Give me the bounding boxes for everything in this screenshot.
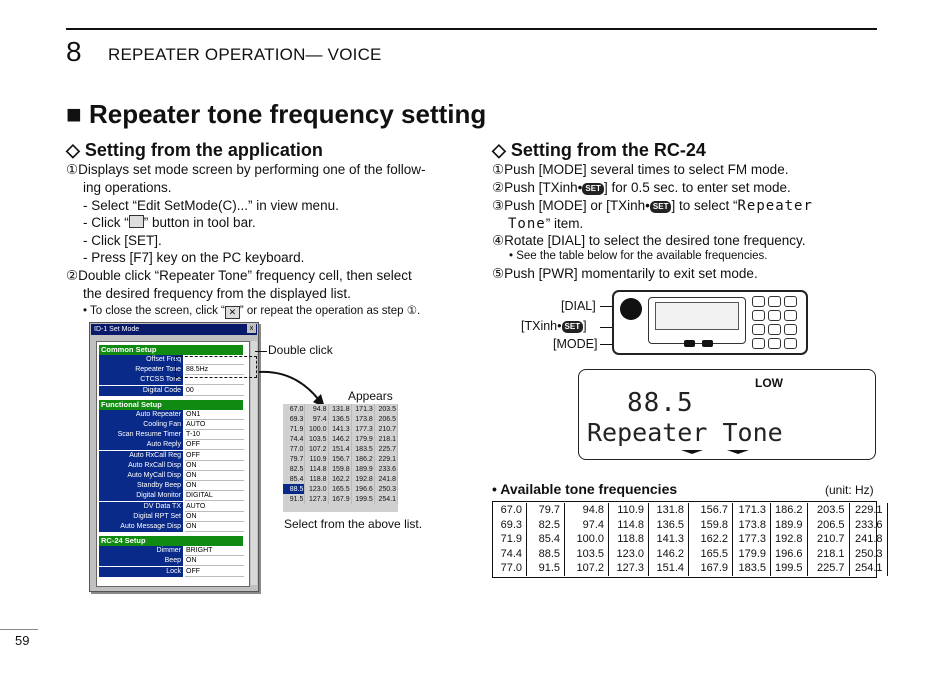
tone-cell: 186.2 — [771, 503, 808, 518]
popup-frequency-cell[interactable]: 94.8 — [305, 404, 328, 414]
dialog-setting-row[interactable] — [99, 502, 243, 512]
setting-value[interactable]: AUTO — [185, 502, 244, 512]
label-mode: [MODE] — [553, 337, 598, 351]
step2-line2: the desired frequency from the displayed list. — [83, 286, 351, 301]
right-step3-cont — [508, 215, 583, 234]
step3-pre: Push [MODE] or [TXinh• — [504, 198, 650, 213]
tone-row — [493, 547, 888, 562]
setting-label: Auto RxCall Reg — [99, 451, 183, 461]
popup-frequency-cell[interactable]: 151.4 — [328, 444, 351, 454]
tone-cell: 94.8 — [565, 503, 609, 518]
setting-value[interactable]: BRIGHT — [185, 546, 244, 556]
popup-frequency-cell[interactable]: 225.7 — [374, 444, 397, 454]
popup-row — [283, 454, 398, 464]
tone-cell: 74.4 — [493, 547, 527, 562]
lcd-display — [578, 369, 876, 460]
setting-label: Scan Resume Timer — [99, 430, 183, 440]
setting-value[interactable]: ON — [185, 522, 244, 532]
dialog-setting-row[interactable] — [99, 430, 243, 440]
tone-cell: 199.5 — [771, 561, 808, 576]
setting-label: Lock — [99, 567, 183, 577]
dialog-title: ID-1 Set Mode — [91, 324, 257, 335]
dialog-setting-row[interactable] — [99, 410, 243, 420]
step-number: ⑤ — [492, 266, 505, 281]
popup-frequency-cell[interactable]: 69.3 — [283, 414, 305, 424]
dialog-setting-row[interactable] — [99, 461, 243, 471]
tone-cell: 192.8 — [771, 532, 808, 547]
bullet-click-toolbar — [83, 214, 256, 232]
setting-label: Auto RxCall Disp — [99, 461, 183, 471]
setting-label: CTCSS Tone — [99, 375, 183, 385]
tone-cell: 177.3 — [733, 532, 771, 547]
tone-cell: 250.3 — [849, 547, 887, 562]
tone-cell: 131.8 — [649, 503, 689, 518]
lcd-text-tone: Tone — [508, 216, 546, 232]
popup-row — [283, 494, 398, 504]
popup-frequency-cell[interactable]: 203.5 — [374, 404, 397, 414]
setmode-toolbar-icon — [129, 215, 144, 228]
setting-value[interactable]: OFF — [185, 451, 244, 461]
lcd-item-name: Repeater Tone — [587, 418, 783, 447]
setting-value[interactable]: OFF — [185, 440, 244, 450]
chapter-number: 8 — [66, 36, 82, 67]
popup-frequency-cell[interactable]: 123.0 — [305, 484, 328, 494]
step-number: ① — [492, 162, 505, 177]
tone-cell: 103.5 — [565, 547, 609, 562]
popup-frequency-cell[interactable]: 199.5 — [351, 494, 374, 504]
setting-label: Cooling Fan — [99, 420, 183, 430]
tone-table-unit: (unit: Hz) — [825, 483, 874, 497]
left-heading-text: Setting from the application — [84, 140, 323, 160]
bullet-b-post: ” button in tool bar. — [143, 215, 256, 230]
setting-label: Dimmer — [99, 546, 183, 556]
tone-cell: 82.5 — [527, 518, 565, 533]
popup-row — [283, 414, 398, 424]
tone-row — [493, 532, 888, 547]
popup-frequency-cell[interactable]: 91.5 — [283, 494, 305, 504]
rc24-controller — [612, 290, 808, 355]
step3-end: ” item. — [545, 216, 584, 231]
highlight-box — [175, 356, 257, 378]
section-title-text: Repeater tone frequency setting — [88, 99, 487, 129]
popup-frequency-cell[interactable]: 77.0 — [283, 444, 305, 454]
tone-table — [492, 503, 888, 576]
popup-frequency-cell[interactable]: 162.2 — [328, 474, 351, 484]
top-rule — [66, 28, 877, 30]
dialog-setting-row[interactable] — [99, 386, 243, 396]
lcd-text-repeater: Repeater — [737, 198, 813, 214]
lcd-low-indicator: LOW — [755, 376, 783, 390]
popup-frequency-cell[interactable]: 74.4 — [283, 434, 305, 444]
tone-cell: 146.2 — [649, 547, 689, 562]
popup-frequency-cell[interactable]: 156.7 — [328, 454, 351, 464]
popup-row — [283, 404, 398, 414]
txinh-pre: [TXinh• — [521, 319, 562, 333]
close-note — [83, 303, 420, 319]
tone-cell: 88.5 — [527, 547, 565, 562]
dialog-setting-row[interactable] — [99, 522, 243, 532]
callout-line — [255, 351, 267, 352]
bullet-b-pre: - Click “ — [83, 215, 129, 230]
step-number: ① — [66, 162, 79, 177]
tone-cell: 67.0 — [493, 503, 527, 518]
popup-frequency-cell[interactable]: 85.4 — [283, 474, 305, 484]
popup-frequency-cell[interactable]: 210.7 — [374, 424, 397, 434]
tone-row — [493, 561, 888, 576]
tone-row — [493, 503, 888, 518]
popup-frequency-cell[interactable]: 146.2 — [328, 434, 351, 444]
tone-cell: 171.3 — [733, 503, 771, 518]
right-heading-text: Setting from the RC-24 — [510, 140, 706, 160]
footer-rule — [0, 629, 38, 630]
popup-frequency-cell[interactable]: 79.7 — [283, 454, 305, 464]
popup-frequency-cell[interactable]: 107.2 — [305, 444, 328, 454]
setting-value[interactable]: T-10 — [185, 430, 244, 440]
popup-row — [283, 444, 398, 454]
popup-frequency-cell[interactable]: 189.9 — [351, 464, 374, 474]
dialog-setting-row[interactable] — [99, 512, 243, 522]
tone-cell: 127.3 — [609, 561, 649, 576]
step1-line1: Displays set mode screen by performing one of the follow- — [78, 162, 426, 177]
right-heading — [492, 140, 706, 161]
dialog-setting-row[interactable] — [99, 567, 243, 577]
lcd-frequency: 88.5 — [627, 388, 694, 418]
tone-cell: 123.0 — [609, 547, 649, 562]
tone-cell: 229.1 — [849, 503, 887, 518]
step2-post: ] for 0.5 sec. to enter set mode. — [603, 180, 791, 195]
tone-cell: 159.8 — [689, 518, 733, 533]
tone-cell: 241.8 — [849, 532, 887, 547]
tone-cell: 173.8 — [733, 518, 771, 533]
set-key-icon: SET — [650, 201, 672, 213]
popup-frequency-cell[interactable]: 179.9 — [351, 434, 374, 444]
tone-cell: 196.6 — [771, 547, 808, 562]
tone-cell: 71.9 — [493, 532, 527, 547]
popup-row — [283, 424, 398, 434]
callout-select: Select from the above list. — [284, 517, 423, 531]
popup-frequency-cell[interactable]: 229.1 — [374, 454, 397, 464]
popup-frequency-cell[interactable]: 206.5 — [374, 414, 397, 424]
setting-value[interactable]: AUTO — [185, 420, 244, 430]
txinh-key — [702, 340, 713, 347]
popup-frequency-cell[interactable]: 127.3 — [305, 494, 328, 504]
diamond-icon: ◇ — [492, 140, 506, 160]
dialog-setting-row[interactable] — [99, 451, 243, 461]
tone-cell: 69.3 — [493, 518, 527, 533]
tone-cell: 210.7 — [807, 532, 849, 547]
step-number: ② — [66, 268, 79, 283]
callout-double-click: Double click — [268, 343, 333, 357]
setting-label: Digital Code — [99, 386, 183, 396]
dialog-setting-row[interactable] — [99, 481, 243, 491]
tone-cell: 151.4 — [649, 561, 689, 576]
setting-value[interactable]: ON — [185, 461, 244, 471]
diamond-icon: ◇ — [66, 140, 80, 160]
popup-frequency-cell[interactable]: 167.9 — [328, 494, 351, 504]
setting-label: Auto MyCall Disp — [99, 471, 183, 481]
label-txinh — [521, 318, 587, 336]
step3-post: ] to select “ — [671, 198, 738, 213]
txinh-post: ] — [583, 319, 587, 333]
tone-cell: 167.9 — [689, 561, 733, 576]
setting-value[interactable]: ON — [185, 556, 244, 566]
popup-frequency-cell[interactable]: 97.4 — [305, 414, 328, 424]
tone-cell: 203.5 — [807, 503, 849, 518]
popup-frequency-cell[interactable]: 186.2 — [351, 454, 374, 464]
close-x-icon: ✕ — [225, 306, 240, 319]
left-step1 — [66, 161, 426, 179]
tone-cell: 77.0 — [493, 561, 527, 576]
popup-frequency-cell[interactable]: 82.5 — [283, 464, 305, 474]
callout-appears: Appears — [348, 389, 393, 403]
tone-cell: 162.2 — [689, 532, 733, 547]
popup-frequency-cell[interactable]: 159.8 — [328, 464, 351, 474]
mode-key — [684, 340, 695, 347]
popup-frequency-cell[interactable]: 131.8 — [328, 404, 351, 414]
bullet-edit-setmode: - Select “Edit SetMode(C)...” in view menu. — [83, 198, 339, 213]
left-heading — [66, 140, 323, 161]
dialog-setting-row[interactable] — [99, 556, 243, 566]
dialog-setting-row[interactable] — [99, 491, 243, 501]
keypad — [752, 296, 798, 346]
dialog-setting-row[interactable] — [99, 546, 243, 556]
setting-value[interactable]: 00 — [185, 386, 244, 396]
popup-frequency-cell[interactable]: 118.8 — [305, 474, 328, 484]
popup-frequency-cell[interactable]: 114.8 — [305, 464, 328, 474]
tone-table-title: • Available tone frequencies — [492, 481, 678, 497]
dialog-setting-row[interactable] — [99, 420, 243, 430]
bullet-press-f7: - Press [F7] key on the PC keyboard. — [83, 250, 305, 265]
popup-frequency-cell[interactable]: 196.6 — [351, 484, 374, 494]
left-step2 — [66, 267, 412, 285]
tone-cell: 189.9 — [771, 518, 808, 533]
popup-row — [283, 474, 398, 484]
section-title — [66, 99, 486, 130]
tone-cell: 218.1 — [807, 547, 849, 562]
step-number: ③ — [492, 198, 505, 213]
right-step3 — [492, 197, 813, 216]
tone-cell: 254.1 — [849, 561, 887, 576]
popup-frequency-cell[interactable]: 71.9 — [283, 424, 305, 434]
popup-frequency-cell[interactable]: 100.0 — [305, 424, 328, 434]
popup-frequency-cell[interactable]: 171.3 — [351, 404, 374, 414]
step-number: ④ — [492, 233, 505, 248]
chapter-title: REPEATER OPERATION— VOICE — [108, 45, 382, 64]
popup-frequency-cell[interactable]: 183.5 — [351, 444, 374, 454]
setting-label: Offset Freq — [99, 355, 183, 365]
tone-cell: 156.7 — [689, 503, 733, 518]
setting-value[interactable]: 88.5Hz — [185, 365, 244, 375]
setting-label: Beep — [99, 556, 183, 566]
tone-cell: 97.4 — [565, 518, 609, 533]
popup-frequency-cell[interactable]: 177.3 — [351, 424, 374, 434]
dial-knob — [620, 298, 642, 320]
setting-value[interactable]: OFF — [185, 567, 244, 577]
label-dial: [DIAL] — [561, 299, 596, 313]
tone-cell: 141.3 — [649, 532, 689, 547]
right-step2 — [492, 179, 791, 197]
tone-cell: 110.9 — [609, 503, 649, 518]
tone-cell: 100.0 — [565, 532, 609, 547]
close-note-pre: • To close the screen, click “ — [83, 305, 225, 317]
setting-label: Repeater Tone — [99, 365, 183, 375]
display-window — [655, 302, 739, 330]
dialog-group-header: Common Setup — [99, 345, 243, 355]
lcd-arrow-right-icon — [727, 450, 749, 454]
dialog-group-header: Functional Setup — [99, 400, 243, 410]
setting-label: Auto Repeater — [99, 410, 183, 420]
setting-value[interactable]: ON — [185, 471, 244, 481]
setting-label: Standby Beep — [99, 481, 183, 491]
tone-cell: 136.5 — [649, 518, 689, 533]
popup-frequency-cell[interactable]: 67.0 — [283, 404, 305, 414]
setting-label: DV Data TX — [99, 502, 183, 512]
step4-note: • See the table below for the available frequencies. — [509, 250, 768, 262]
tone-cell: 91.5 — [527, 561, 565, 576]
lcd-arrow-left-icon — [681, 450, 703, 454]
tone-cell: 114.8 — [609, 518, 649, 533]
setting-value[interactable]: DIGITAL — [185, 491, 244, 501]
popup-frequency-cell[interactable]: 141.3 — [328, 424, 351, 434]
tone-cell: 183.5 — [733, 561, 771, 576]
dialog-setting-row[interactable] — [99, 471, 243, 481]
bullet-click-set: - Click [SET]. — [83, 233, 162, 248]
right-step4 — [492, 232, 806, 250]
popup-frequency-cell[interactable]: 218.1 — [374, 434, 397, 444]
popup-frequency-cell[interactable]: 233.6 — [374, 464, 397, 474]
popup-row — [283, 484, 398, 494]
setting-value[interactable]: ON — [185, 512, 244, 522]
page-number: 59 — [15, 633, 30, 648]
step4-text: Rotate [DIAL] to select the desired tone frequency. — [504, 233, 806, 248]
tone-cell: 85.4 — [527, 532, 565, 547]
popup-frequency-cell[interactable]: 254.1 — [374, 494, 397, 504]
setting-label: Auto Message Disp — [99, 522, 183, 532]
popup-frequency-cell[interactable]: 103.5 — [305, 434, 328, 444]
setting-value[interactable]: ON1 — [185, 410, 244, 420]
dialog-group-header: RC-24 Setup — [99, 536, 243, 546]
right-step1 — [492, 161, 788, 179]
tone-cell: 179.9 — [733, 547, 771, 562]
frequency-popup-table — [283, 404, 398, 504]
popup-frequency-cell[interactable]: 250.3 — [374, 484, 397, 494]
tone-cell: 107.2 — [565, 561, 609, 576]
display-bezel — [648, 297, 746, 344]
setting-value[interactable]: ON — [185, 481, 244, 491]
frequency-popup-list — [283, 404, 398, 512]
right-step5 — [492, 265, 758, 283]
step2-pre: Push [TXinh• — [504, 180, 583, 195]
set-key-icon: SET — [582, 183, 604, 195]
popup-frequency-cell[interactable]: 88.5 — [283, 484, 305, 494]
dialog-setting-row[interactable] — [99, 440, 243, 450]
setting-label: Digital RPT Set — [99, 512, 183, 522]
popup-row — [283, 434, 398, 444]
square-marker-icon: ■ — [66, 99, 82, 129]
setting-label: Digital Monitor — [99, 491, 183, 501]
close-icon[interactable]: x — [247, 324, 256, 333]
step2-line1: Double click “Repeater Tone” frequency cell, then select — [78, 268, 412, 283]
set-key-icon: SET — [562, 321, 584, 333]
tone-row — [493, 518, 888, 533]
tone-cell: 118.8 — [609, 532, 649, 547]
close-note-post: ” or repeat the operation as step ①. — [239, 305, 421, 317]
popup-frequency-cell[interactable]: 241.8 — [374, 474, 397, 484]
step-number: ② — [492, 180, 505, 195]
tone-cell: 165.5 — [689, 547, 733, 562]
popup-frequency-cell[interactable]: 173.8 — [351, 414, 374, 424]
step5-text: Push [PWR] momentarily to exit set mode. — [504, 266, 758, 281]
popup-frequency-cell[interactable]: 165.5 — [328, 484, 351, 494]
setting-label: Auto Reply — [99, 440, 183, 450]
tone-cell: 225.7 — [807, 561, 849, 576]
popup-frequency-cell[interactable]: 192.8 — [351, 474, 374, 484]
tone-cell: 206.5 — [807, 518, 849, 533]
step1-line2: ing operations. — [83, 180, 172, 195]
tone-cell: 233.6 — [849, 518, 887, 533]
popup-frequency-cell[interactable]: 110.9 — [305, 454, 328, 464]
tone-cell: 79.7 — [527, 503, 565, 518]
step1-text: Push [MODE] several times to select FM mode. — [504, 162, 789, 177]
popup-row — [283, 464, 398, 474]
popup-frequency-cell[interactable]: 136.5 — [328, 414, 351, 424]
